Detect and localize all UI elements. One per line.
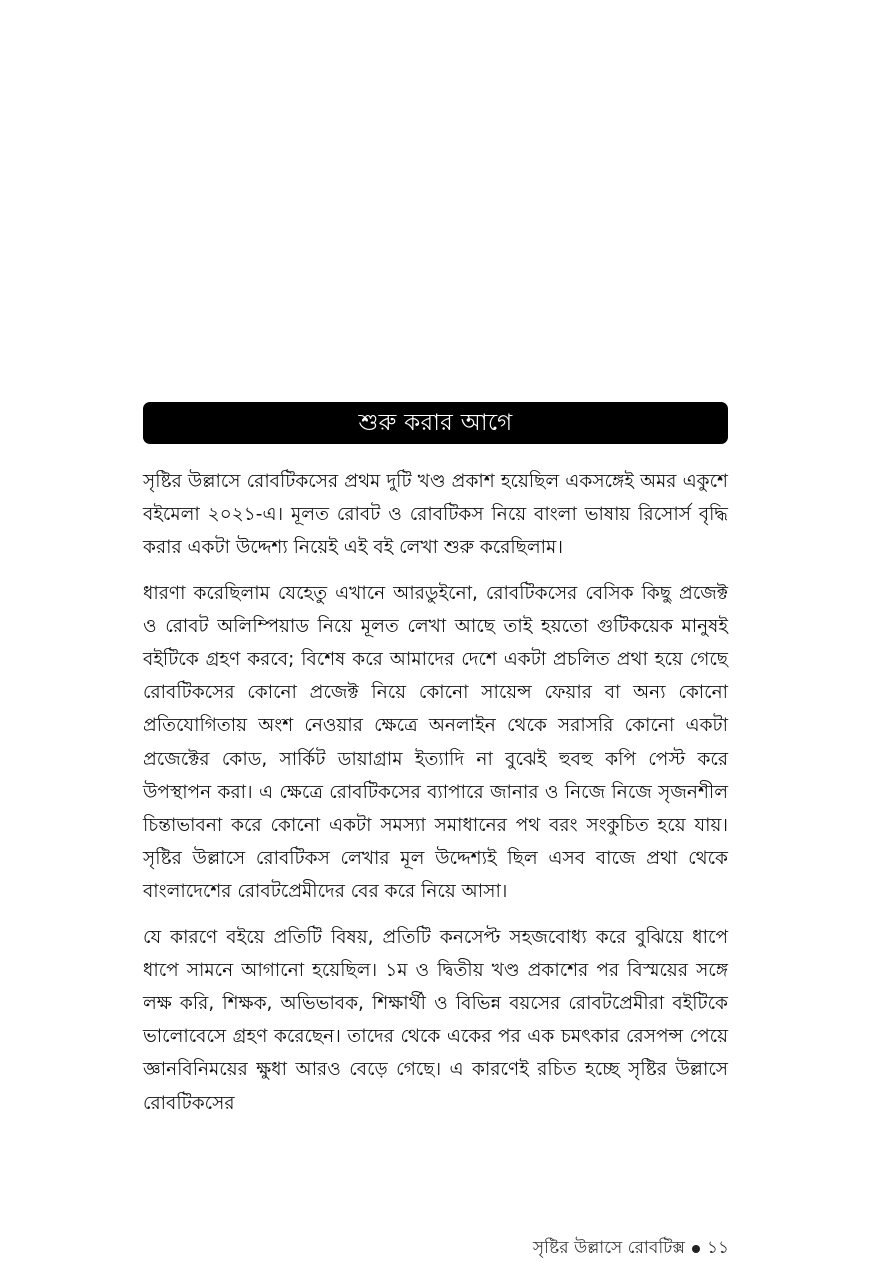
section-heading-bar — [143, 402, 728, 444]
bullet-separator-icon — [692, 1245, 700, 1253]
paragraph-2: ধারণা করেছিলাম যেহেতু এখানে আরডুইনো, রোবটিকসের বেসিক কিছু প্রজেক্ট ও রোবট অলিম্পিয়াড নিয়ে মূলত লেখা আছে তাই হয়তো গুটিকয়েক মানুষই বইটিকে গ্রহণ করবে; বিশেষ করে আমাদের দেশে একটা প্রচলিত প্রথা হয়ে গেছে রোবটিকসের কোনো প্রজেক্ট নিয়ে কোনো সায়েন্স ফেয়ার বা অন্য কোনো প্রতিযোগিতায় অংশ নেওয়ার ক্ষেত্রে অনলাইন থেকে সরাসরি কোনো একটা প্রজেক্টের কোড, সার্কিট ডায়াগ্রাম ইত্যাদি না বুঝেই হুবহু কপি পেস্ট করে উপস্থাপন করা। এ ক্ষেত্রে রোবটিকসের ব্যাপারে জানার ও নিজে নিজে সৃজনশীল চিন্তাভাবনা করে কোনো একটা সমস্যা সমাধানের পথ বরং সংকুচিত হয়ে যায়। সৃষ্টির উল্লাসে রোবটিকস লেখার মূল উদ্দেশ্যই ছিল এসব বাজে প্রথা থেকে বাংলাদেশের রোবটপ্রেমীদের বের করে নিয়ে আসা। — [143, 582, 728, 903]
page-footer — [533, 1235, 729, 1263]
running-title: সৃষ্টির উল্লাসে রোবটিক্স — [532, 1238, 685, 1258]
paragraph-1: সৃষ্টির উল্লাসে রোবটিকসের প্রথম দুটি খণ্ড প্রকাশ হয়েছিল একসঙ্গেই অমর একুশে বইমেলা ২০২১-এ। মূলত রোবট ও রোবটিকস নিয়ে বাংলা ভাষায় রিসোর্স বৃদ্ধি করার একটা উদ্দেশ্য নিয়েই এই বই লেখা শুরু করেছিলাম। — [143, 471, 728, 559]
section-heading: শুরু করার আগে — [358, 409, 513, 436]
body-text — [143, 465, 728, 1132]
page-number: ১১ — [706, 1238, 729, 1258]
paragraph-3: যে কারণে বইয়ে প্রতিটি বিষয়, প্রতিটি কনসেপ্ট সহজবোধ্য করে বুঝিয়ে ধাপে ধাপে সামনে আগানো হয়েছিল। ১ম ও দ্বিতীয় খণ্ড প্রকাশের পর বিস্ময়ের সঙ্গে লক্ষ করি, শিক্ষক, অভিভাবক, শিক্ষার্থী ও বিভিন্ন বয়সের রোবটপ্রেমীরা বইটিকে ভালোবেসে গ্রহণ করেছেন। তাদের থেকে একের পর এক চমৎকার রেসপন্স পেয়ে জ্ঞানবিনিময়ের ক্ষুধা আরও বেড়ে গেছে। এ কারণেই রচিত হচ্ছে সৃষ্টির উল্লাসে রোবটিকসের — [143, 926, 728, 1114]
